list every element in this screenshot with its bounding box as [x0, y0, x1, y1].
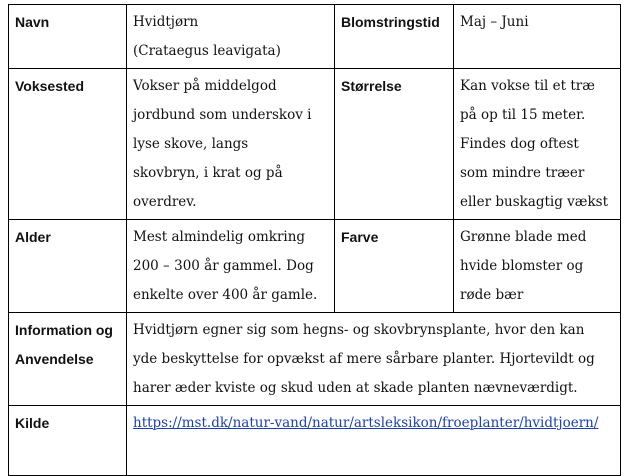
label-blomstringstid: Blomstringstid — [335, 5, 454, 69]
value-voksested — [127, 69, 335, 220]
value-line: Kan vokse til et træ — [460, 78, 595, 94]
value-line: harer æder kviste og skud uden at skade planten nævneværdigt. — [133, 380, 578, 396]
row-alder — [9, 220, 621, 313]
value-line: lyse skove, langs — [133, 136, 249, 152]
value-line: (Crataegus leavigata) — [133, 43, 281, 59]
value-blomstringstid: Maj – Juni — [454, 5, 621, 69]
label-voksested: Voksested — [9, 69, 127, 220]
label-information — [9, 313, 127, 406]
value-farve — [454, 220, 621, 313]
value-line: Mest almindelig omkring — [133, 229, 306, 245]
value-line: overdrev. — [133, 194, 197, 210]
value-line: jordbund som underskov i — [133, 107, 312, 123]
row-information — [9, 313, 621, 406]
label-alder: Alder — [9, 220, 127, 313]
label-farve: Farve — [335, 220, 454, 313]
row-voksested — [9, 69, 621, 220]
value-navn — [127, 5, 335, 69]
value-line: på op til 15 meter. — [460, 107, 586, 123]
value-stoerrelse — [454, 69, 621, 220]
value-line: 200 – 300 år gammel. Dog — [133, 258, 314, 274]
value-line: eller buskagtig vækst — [460, 194, 609, 210]
value-line: Grønne blade med — [460, 229, 587, 245]
value-line: Hvidtjørn — [133, 14, 199, 30]
value-line: røde bær — [460, 287, 524, 303]
value-line: enkelte over 400 år gamle. — [133, 287, 318, 303]
value-line: yde beskyttelse for opvækst af mere sårbare planter. Hjortevildt og — [133, 351, 595, 367]
row-navn — [9, 5, 621, 69]
label-line: Information og — [15, 322, 113, 338]
value-line: Findes dog oftest — [460, 136, 579, 152]
source-link[interactable]: https://mst.dk/natur-vand/natur/artsleksikon/froeplanter/hvidtjoern/ — [133, 415, 599, 431]
label-stoerrelse: Størrelse — [335, 69, 454, 220]
value-line: skovbryn, i krat og på — [133, 165, 283, 181]
value-alder — [127, 220, 335, 313]
row-kilde — [9, 406, 621, 476]
value-kilde — [127, 406, 621, 476]
value-information — [127, 313, 621, 406]
plant-info-table — [8, 4, 621, 476]
value-line: hvide blomster og — [460, 258, 584, 274]
label-navn: Navn — [9, 5, 127, 69]
value-line: som mindre træer — [460, 165, 585, 181]
label-kilde: Kilde — [9, 406, 127, 476]
value-line: Hvidtjørn egner sig som hegns- og skovbrynsplante, hvor den kan — [133, 322, 585, 338]
label-line: Anvendelse — [15, 351, 94, 367]
value-line: Vokser på middelgod — [133, 78, 277, 94]
